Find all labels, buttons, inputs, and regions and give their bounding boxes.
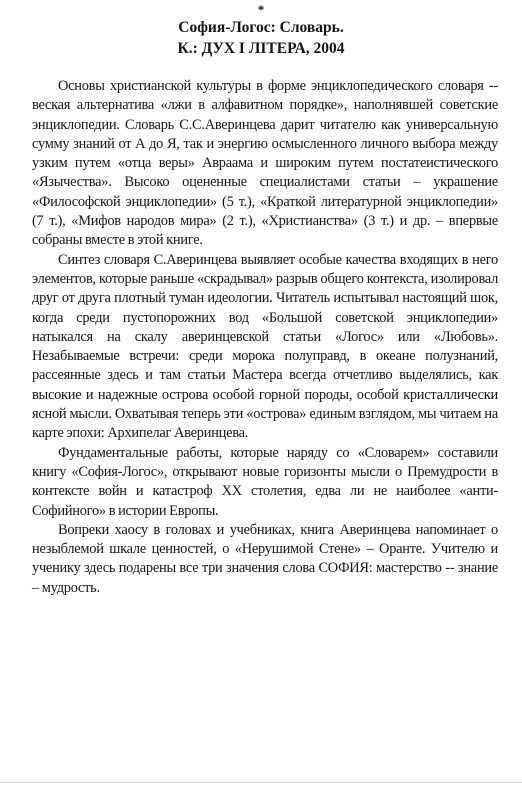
- paragraph-3: Фундаментальные работы, которые наряду со «Словарем» составили книгу «София-Логос», открывают новые горизонты мысли о Премудрости в контексте войн и катастроф XX столетия, едва ли не наиболее «анти-Софийного» в истории Европы.: [32, 444, 498, 519]
- paragraph-2: Синтез словаря С.Аверинцева выявляет особые качества входящих в него элементов, которые раньше «скрадывал» разрыв общего контекста, изолировал друг от друга плотный туман идеологии. Читатель испытывал настоящий шок, когда среди пустопорожних вод «Большой советской энциклопедии» натыкался на скалу аверинцевской статьи «Логос» или «Любовь». Незабываемые встречи: среди морока полуправд, в океане полузнаний, рассеянные здесь и там статьи Мастера всегда отчетливо выделялись, как высокие и надежные острова особой горной породы, особой кристаллически ясной мысли. Охватывая теперь эти «острова» единым взглядом, мы читаем на карте эпохи: Архипелаг Аверинцева.: [32, 251, 498, 442]
- page-bottom-divider: [0, 782, 522, 783]
- book-title: София-Логос: Словарь.: [178, 19, 344, 36]
- annotation-text: [32, 77, 498, 598]
- paragraph-1: Основы христианской культуры в форме энциклопедического словаря -- веская альтернатива «лжи в алфавитном порядке», наполнявшей советские энциклопедии. Словарь С.С.Аверинцева дарит читателю как универсальную сумму знаний от А до Я, так и энергию осмысленного личного выбора между узким путем «отца веры» Авраама и широким путем постатеистического «Язычества». Высоко оцененные специалистами статьи – украшение «Философской энциклопедии» (5 т.), «Краткой литературной энциклопедии» (7 т.), «Мифов народов мира» (2 т.), «Христианства» (3 т.) и др. – впервые собраны вместе в этой книге.: [32, 78, 498, 249]
- asterisk-mark: *: [257, 2, 265, 17]
- paragraph-4: Вопреки хаосу в головах и учебниках, книга Аверинцева напоминает о незыблемой шкале ценностей, о «Нерушимой Стене» – Оранте. Учителю и ученику здесь подарены все три значения слова СОФИЯ: мастерство -- знание – мудрость.: [32, 521, 498, 596]
- publisher-line: К.: ДУХ І ЛІТЕРА, 2004: [177, 40, 345, 57]
